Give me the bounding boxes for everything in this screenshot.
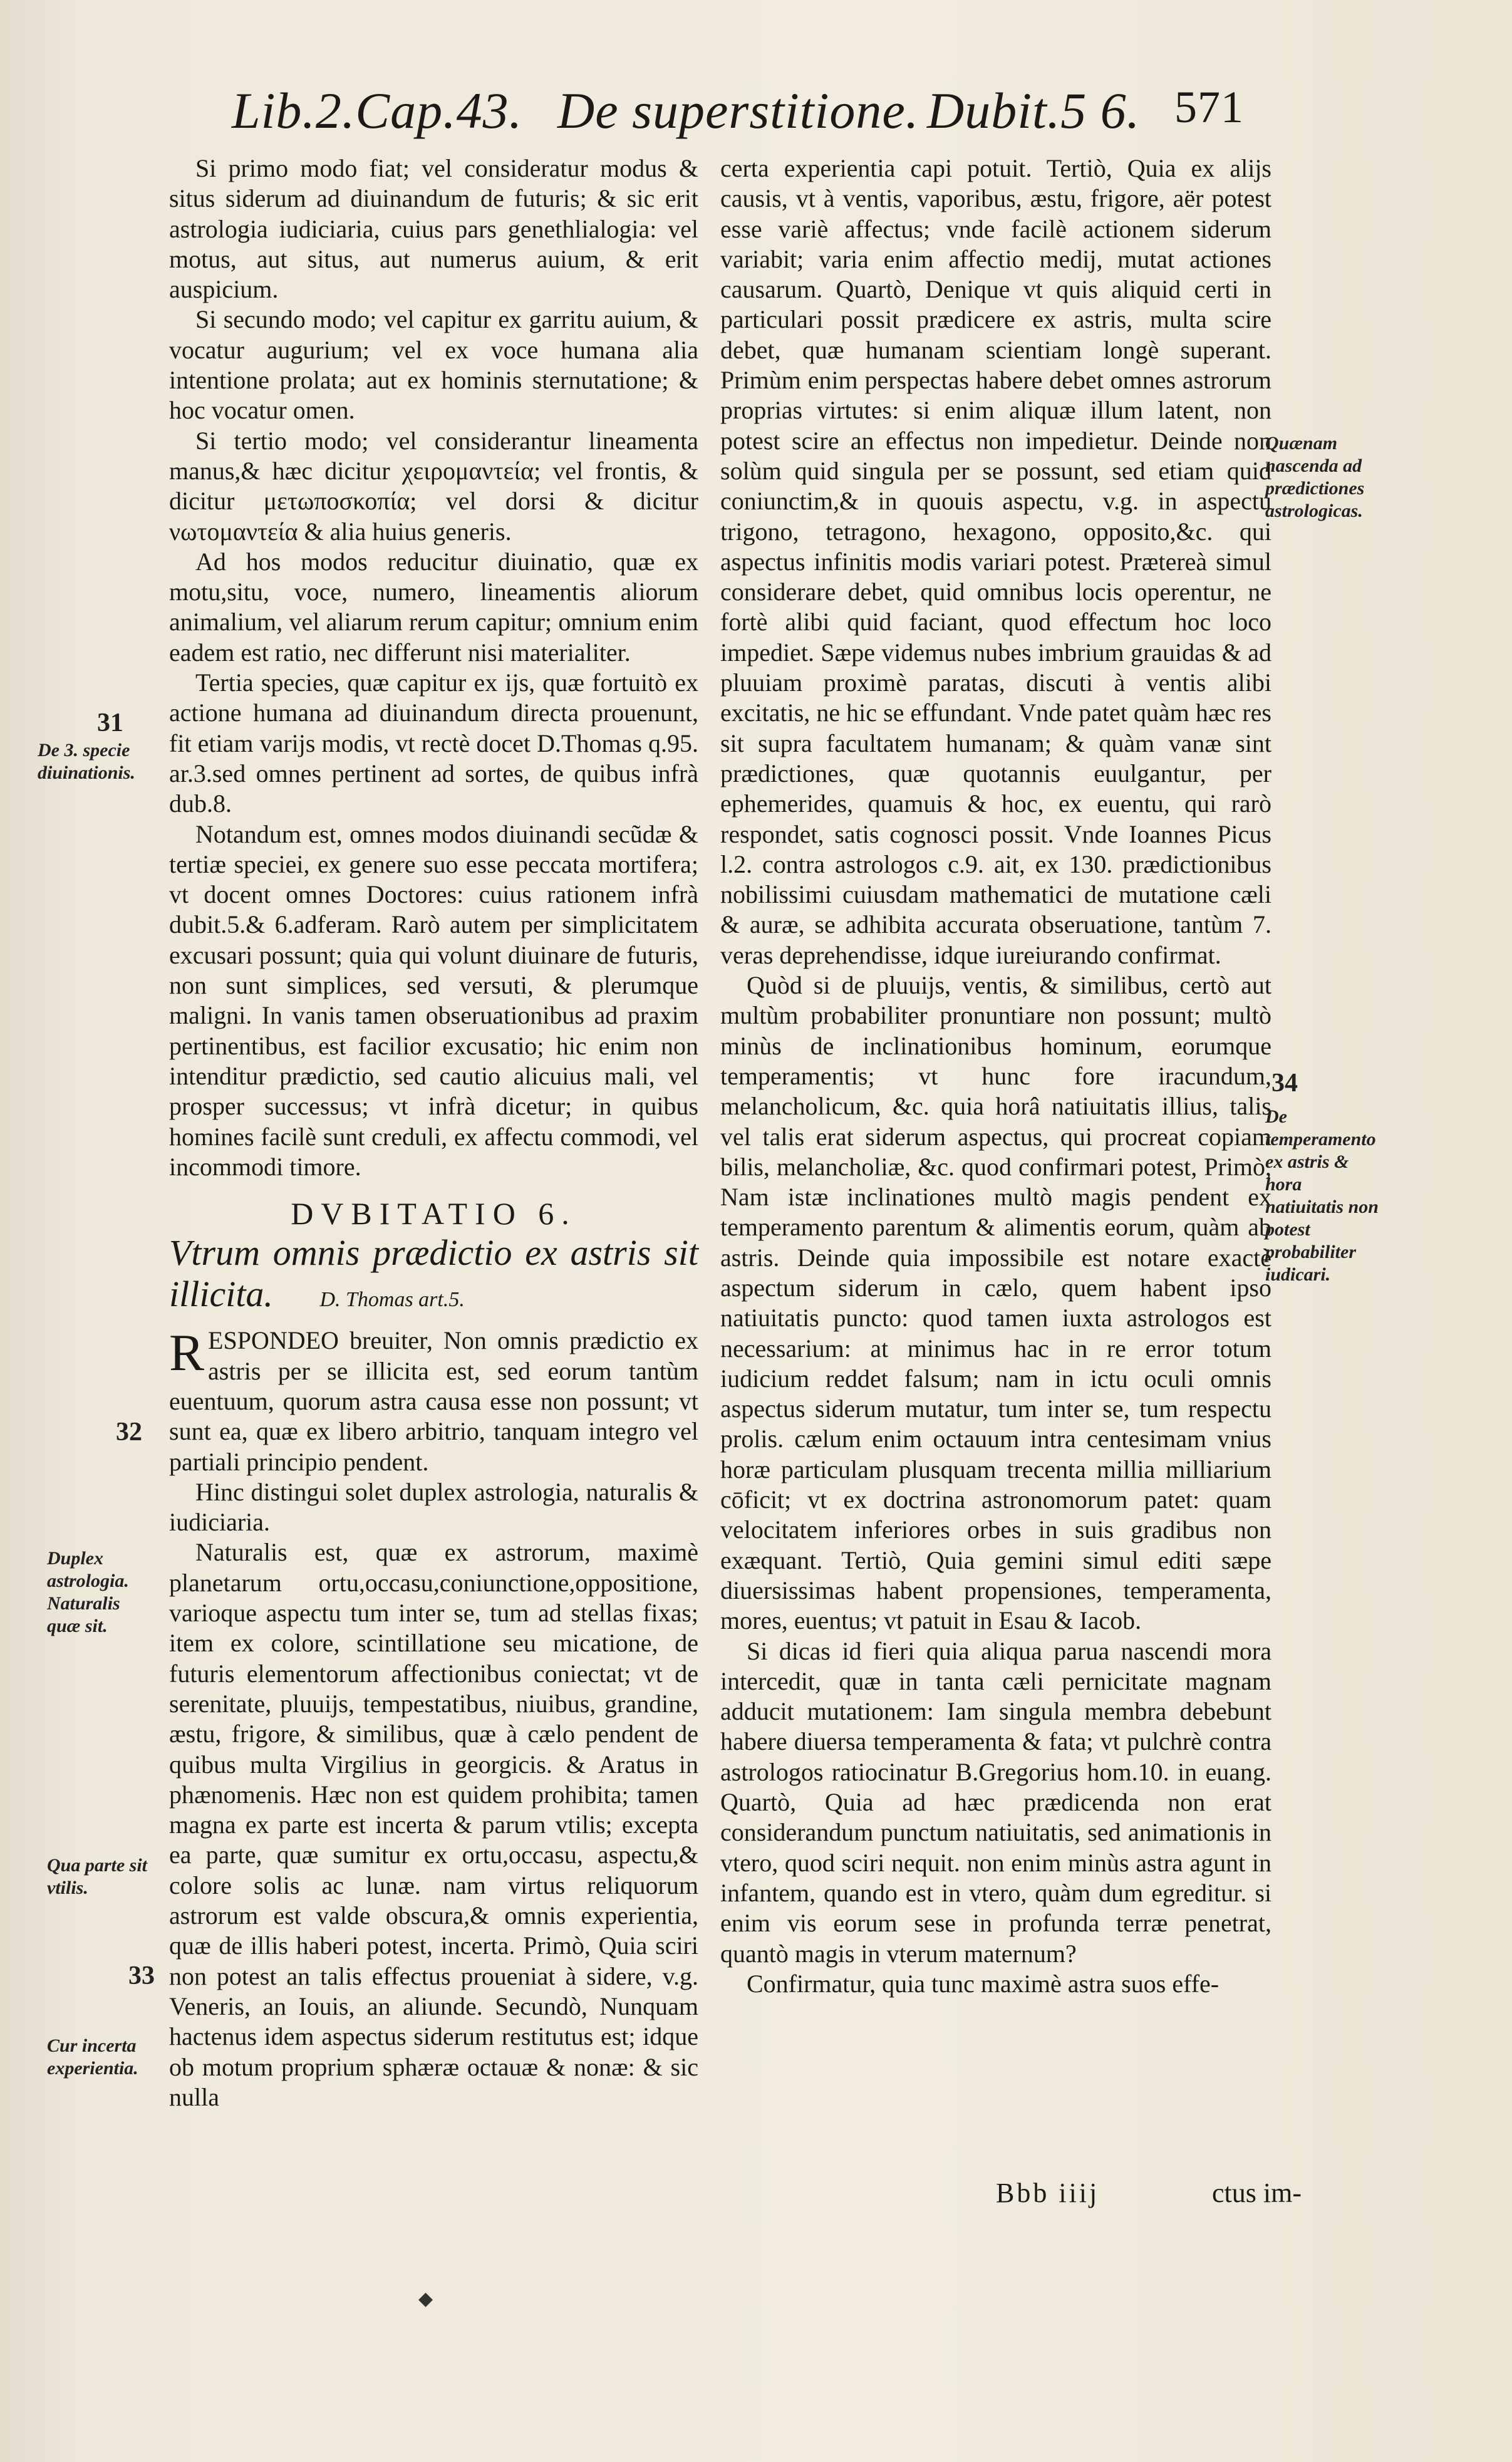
paragraph: Si secundo modo; vel capitur ex garritu auium, & vocatur augurium; vel ex voce humana alia intentione prolata; aut ex hominis sternutatione; & hoc vocatur omen. [169, 305, 698, 425]
margin-note-utilis: Qua parte sit vtilis. [47, 1855, 148, 1898]
page-number: 571 [1174, 82, 1244, 132]
dubitatio-heading: DVBITATIO 6. [291, 1196, 577, 1232]
margin-note-astrologia: Duplex astrologia. Naturalis quæ sit. [47, 1548, 129, 1636]
header-dubitatio: Dubit.5 6. [927, 82, 1141, 139]
respondeo-text: ESPONDEO breuiter, Non omnis prædictio ex astris per se illicita est, sed eorum tantùm euentuum, quorum astra causa esse non possunt; vt sunt ea, quæ ex libero arbitrio, tanquam integro vel partiali principio pendent. [169, 1326, 698, 1476]
margin-note-species: De 3. specie diuinationis. [38, 740, 135, 783]
margin-number-31: 31 [97, 709, 123, 737]
paragraph: certa experientia capi potuit. Tertiò, Quia ex alijs causis, vt à ventis, vaporibus, æstu, frigore, aër potest esse variè affectus; vnde facilè actionem siderum variabit; varia enim affectio medij, mutat actiones causarum. Quartò, Denique vt quis aliquid certi in particulari possit prædicere ex astris, multa scire debet, quæ humanam scientiam longè superant. Primùm enim perspectas habere debet omnes astrorum proprias virtutes: si enim aliquæ illum latent, non potest scire an effectus non impedietur. Deinde non solùm quid singula per se possunt, sed etiam quid coniunctim,& in quouis aspectu, v.g. in aspectu trigono, tetragono, hexagono, opposito,&c. qui aspectus infinitis modis variari potest. Prætereà simul considerare debet, quid omnibus locis operentur, ne fortè alibi quid faciant, quod effectum hoc loco impediet. Sæpe videmus nubes imbrium grauidas & ad pluuiam proximè paratas, discuti à ventis alibi excitatis, ne hic se effundant. Vnde patet quàm hæc res sit supra facultatem humanam; & quàm vanæ sint prædictiones, quæ quotannis euulgantur, per ephemerides, quamuis & hoc, ex euentu, qui rarò respondet, satis cognosci possit. Vnde Ioannes Picus l.2. contra astrologos c.9. ait, ex 130. prædictionibus nobilissimi cuiusdam mathematici de mutatione cæli & auræ, se adhibita accurata obseruatione, tantùm 7. veras deprehendisse, idque iureiurando confirmat. [720, 154, 1271, 969]
header-book-chapter: Lib.2.Cap.43. [232, 82, 523, 139]
margin-note-temperamento: De temperamento ex astris & hora natiuitatis non potest probabiliter iudicari. [1265, 1106, 1379, 1285]
paragraph: Naturalis est, quæ ex astrorum, maximè planetarum ortu,occasu,coniunctione,oppositione, varioque aspectu tum inter se, tum ad stellas fixas; item ex colore, scintillatione seu micatione, de futuris elementorum affectionibus coniectat; vt de serenitate, pluuijs, tempestatibus, niuibus, grandine, æstu, frigore, & similibus, quæ à cælo pendent de quibus multa Virgilius in georgicis. & Aratus in phænomenis. Hæc non est quidem prohibita; tamen magna ex parte est incerta & parum vtilis; excepta ea parte, quæ sumitur ex ortu,occasu, aspectu,& colore solis ac lunæ. nam virtus reliquorum astrorum est valde obscura,& omnis experientia, quæ de illis haberi potest, incerta. Primò, Quia sciri non potest an talis effectus proueniat à sidere, v.g. Veneris, an Iouis, an aliunde. Secundò, Nunquam hactenus idem aspectus siderum restitutus est; idque ob motum proprium sphæræ octauæ & nonæ: & sic nulla [169, 1538, 698, 2111]
running-header [232, 81, 1244, 150]
margin-note-quaenam: Quænam nascenda ad prædictiones astrologicas. [1265, 433, 1365, 521]
margin-number-33: 33 [128, 1961, 155, 1990]
paragraph: Si tertio modo; vel considerantur lineamenta manus,& hæc dicitur χειρομαντεία; vel frontis, & dicitur μετωποσκοπία; vel dorsi & dicitur νωτομαντεία & alia huius generis. [169, 426, 698, 546]
paragraph: Hinc distingui solet duplex astrologia, naturalis & iudiciaria. [169, 1477, 698, 1537]
paragraph: Quòd si de pluuijs, ventis, & similibus, certò aut multùm probabiliter pronuntiare non possunt; multò minùs de inclinationibus hominum, eorumque temperamentis; vt hunc fore iracundum, melancholicum, &c. quia horâ natiuitatis illius, talis vel talis erat siderum aspectus, qui procreat copiam bilis, melancholiæ, &c. quod confirmari potest, Primò, Nam istæ inclinationes multò magis pendent ex temperamento parentum & alimentis eorum, quàm ab astris. Deinde quia impossibile est notare exactè aspectum siderum in cælo, quem habent ipso natiuitatis puncto: quod tamen iuxta astrologos est necessarium: at minimus hac in re error totum iudicium reddet falsum; nam in ictu oculi omnis aspectus siderum mutatur, tum inter se, tum respectu prolis. cælum enim octauum intra centesimam vnius horæ particulam plusquam trecenta millia milliarium cōficit; vt ex doctrina astronomorum patet: quam velocitatem inferiores orbes in suis gradibus non exæquant. Tertiò, Quia gemini simul editi sæpe diuersissimas habent propensiones, temperamenta, mores, euentus; vt patuit in Esau & Iacob. [720, 971, 1271, 1635]
drop-cap: R [169, 1324, 205, 1383]
right-column [720, 153, 1271, 1999]
paragraph: Confirmatur, quia tunc maximè astra suos effe- [747, 1969, 1219, 1998]
paragraph: Si dicas id fieri quia aliqua parua nascendi mora intercedit, quæ in tanta cæli pernicitate magnam adducit mutationem: Iam singula membra debebunt habere diuersa temperamenta & fata; vt pulchrè contra astrologos ratiocinatur B.Gregorius hom.10. in euang. Quartò, Quia ad hæc prædicenda non erat considerandum punctum natiuitatis, sed animationis in vtero, quod sciri nequit. non enim minùs astra agunt in infantem, quando est in vtero, quàm dum egreditur. si enim vis eorum sese in profunda terræ penetrat, quantò magis in vterum maternum? [720, 1636, 1271, 1968]
catchword: ctus im- [1212, 2178, 1302, 2208]
margin-number-34: 34 [1271, 1069, 1298, 1098]
question-reference: D. Thomas art.5. [319, 1288, 465, 1312]
paragraph-respondeo [169, 1326, 698, 1477]
paragraph: Si primo modo fiat; vel consideratur modus & situs siderum ad diuinandum de futuris; & sic erit astrologia iudiciaria, cuius pars genethlialogia: vel motus, aut situs, aut numerus auium, & erit auspicium. [169, 154, 698, 304]
header-topic: De superstitione. [557, 82, 919, 139]
paragraph: Ad hos modos reducitur diuinatio, quæ ex motu,situ, voce, numero, lineamentis aliorum animalium, vel aliarum rerum capitur; omnium enim eadem est ratio, nec differunt nisi materialiter. [169, 547, 698, 667]
paragraph: Tertia species, quæ capitur ex ijs, quæ fortuitò ex actione humana ad diuinandum directa prouenunt, fit etiam varijs modis, vt rectè docet D.Thomas q.95. ar.3.sed omnes pertinent ad sortes, de quibus infrà dub.8. [169, 668, 698, 818]
margin-number-32: 32 [116, 1418, 142, 1447]
ornament-icon: ◆ [418, 2288, 433, 2309]
margin-note-incerta: Cur incerta experientia. [47, 2035, 138, 2079]
dubitatio-question [169, 1232, 698, 1321]
signature-mark: Bbb iiij [996, 2178, 1100, 2208]
left-column [169, 153, 698, 2112]
question-text: Vtrum omnis prædictio ex astris sit illicita. [169, 1232, 698, 1315]
paragraph: Notandum est, omnes modos diuinandi secũdæ & tertiæ speciei, ex genere suo esse peccata mortifera; vt docent omnes Doctores: cuius rationem infrà dubit.5.& 6.adferam. Rarò autem per simplicitatem excusari possunt; quia qui volunt diuinare de futuris, non sunt simplices, sed versuti, & plerumque maligni. In vanis tamen obseruationibus ad praxim pertinentibus, est facilior excusatio; hic enim non intenditur prædictio, sed cautio alicuius mali, vel prosper successus; vt infrà dicetur; in quibus homines facilè sunt creduli, ex affectu commodi, vel incommodi timore. [169, 819, 698, 1181]
